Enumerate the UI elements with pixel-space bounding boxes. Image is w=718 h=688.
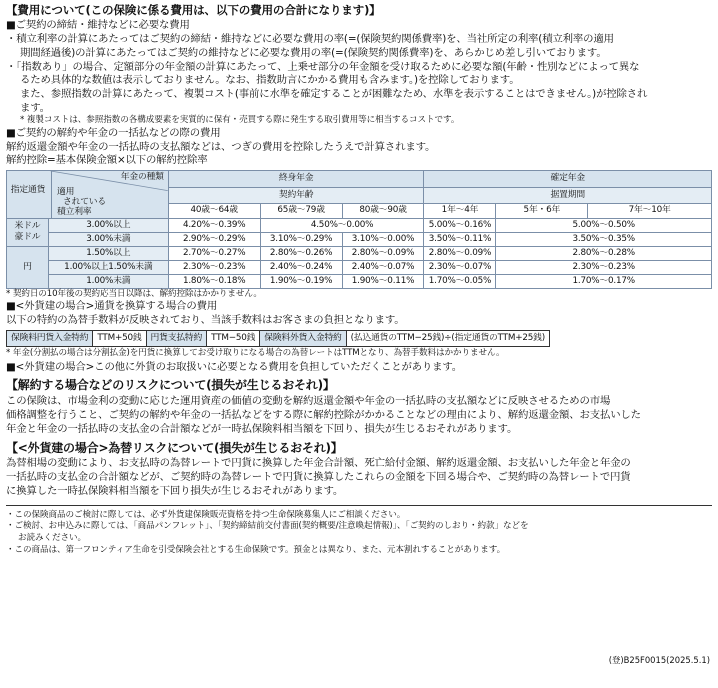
annuity-type-label: 年金の種類	[120, 171, 164, 182]
maintenance-fee-text-1b: 期間経過後)の計算にあたってはご契約の維持などに必要な費用の率(=(保険契約関係費率)を、あらかじめ差し引いております。	[20, 46, 607, 59]
maintenance-fee-text-1a: ・積立利率の計算にあたってはご契約の締結・維持などに必要な費用の率(=(保険契約関係費率)を、当社所定の利率(積立利率の適用	[6, 33, 614, 46]
currency-yen: 円	[7, 246, 49, 288]
table-corner-cell	[7, 170, 169, 218]
age-range-1: 40歳～64歳	[168, 203, 260, 218]
table-cell: 2.90%～0.29%	[168, 232, 260, 246]
table-cell: 2.30%～0.23%	[168, 260, 260, 274]
table-cell: 1.90%～0.11%	[342, 274, 424, 288]
fx-note: * 年金(分割払の場合は分割払金)を円貨に換算してお受け取りになる場合の為替レートはTTMとなり、為替手数料はかかりません。	[6, 348, 505, 359]
registration-code: (登)B25F0015(2025.5.1)	[608, 654, 710, 665]
table-cell: 3.50%～0.35%	[496, 232, 712, 246]
footer-note-2a: ・ご検討、お申込みに際しては、「商品パンフレット」、「契約締結前交付書面(契約概要/注意喚起情報)」、「ご契約のしおり・約款」などを	[6, 521, 529, 532]
table-cell: 3.10%～0.00%	[342, 232, 424, 246]
fx-risk-title: 【<外貨建の場合>為替リスクについて(損失が生じるおそれ)】	[6, 440, 343, 455]
footer-note-1: ・この保険商品のご検討に際しては、必ず外貨建保険販売資格を持つ生命保険募集人にご相談ください。	[6, 509, 406, 520]
surrender-fee-text: 解約返還金額や年金の一括払時の支払額などは、つぎの費用を控除したうえで計算されます。	[6, 140, 436, 153]
deferral-period-header: 据置期間	[424, 188, 712, 203]
divider	[6, 505, 712, 506]
rate-cell: 3.00%以上	[48, 218, 168, 232]
table-cell: 2.30%～0.07%	[424, 260, 496, 274]
fees-title: 【費用について(この保険に係る費用は、以下の費用の合計になります)】	[6, 3, 381, 17]
fx-risk-text-3: に換算した一時払保険料相当額を下回り損失が生じるおそれがあります。	[6, 484, 344, 497]
surrender-charge-table	[6, 170, 712, 289]
currency-usd-aud: 米ドル 豪ドル	[7, 218, 49, 246]
lifetime-annuity-header: 終身年金	[168, 170, 424, 187]
table-cell: 5.00%～0.16%	[424, 218, 496, 232]
period-range-1: 1年～4年	[424, 203, 496, 218]
surrender-risk-text-3: 年金と年金の一括払時の支払金の合計額などが一時払保険料相当額を下回り、損失が生じるおそれがあります。	[6, 422, 518, 435]
table-cell: 1.70%～0.05%	[424, 274, 496, 288]
footer-note-3: ・この商品は、第一フロンティア生命を引受保険会社とする生命保険です。預金とは異なり、また、元本割れすることがあります。	[6, 545, 506, 556]
table-cell: 2.80%～0.09%	[424, 246, 496, 260]
table-cell: 2.80%～0.09%	[342, 246, 424, 260]
table-cell: 2.80%～0.28%	[496, 246, 712, 260]
table-cell: 3.50%～0.11%	[424, 232, 496, 246]
surrender-risk-title: 【解約する場合などのリスクについて(損失が生じるおそれ)】	[6, 378, 335, 393]
footer-note-2b: お読みください。	[18, 533, 86, 544]
table-cell: 5.00%～0.50%	[496, 218, 712, 232]
table-cell: 4.50%～0.00%	[260, 218, 424, 232]
table-cell: 1.70%～0.17%	[496, 274, 712, 288]
rate-label: 適用 されている 積立利率	[57, 186, 106, 217]
fx-risk-text-2: 一括払時の支払金の合計額などが、ご契約時の為替レートで円貨に換算したこれらの金額を下回る場合や、ご契約時の為替レートで円貨	[6, 471, 631, 484]
fx-rider-foreign-premium: 保険料外貨入金特約	[260, 330, 346, 347]
period-range-2: 5年・6年	[496, 203, 588, 218]
table-cell: 4.20%～0.39%	[168, 218, 260, 232]
rate-cell: 1.00%以上1.50%未満	[48, 260, 168, 274]
fixed-annuity-header: 確定年金	[424, 170, 712, 187]
table-cell: 3.10%～0.29%	[260, 232, 342, 246]
table-cell: 2.70%～0.27%	[168, 246, 260, 260]
table-cell: 2.40%～0.24%	[260, 260, 342, 274]
table-cell: 2.40%～0.07%	[342, 260, 424, 274]
fx-fee-heading: ■<外貨建の場合>通貨を換算する場合の費用	[6, 300, 218, 313]
table-cell: 2.30%～0.23%	[496, 260, 712, 274]
maintenance-fee-text-2d: ます。	[20, 101, 50, 114]
fx-rate-1: TTM+50銭	[93, 330, 146, 347]
fx-risk-text-1: 為替相場の変動により、お支払時の為替レートで円貨に換算した年金合計額、死亡給付金額、解約返還金額、お支払いした年金と年金の	[6, 457, 631, 470]
maintenance-fee-text-2a: ・「指数あり」の場合、定額部分の年金額の計算にあたって、上乗せ部分の年金額を受け取るために必要な額(年齢・性別などによって異な	[6, 60, 640, 73]
surrender-formula: 解約控除=基本保険金額×以下の解約控除率	[6, 154, 208, 167]
table-cell: 1.90%～0.19%	[260, 274, 342, 288]
surrender-risk-text-2: 価格調整を行うこと、ご契約の解約や年金の一括払などをする際に解約控除がかかることなどの理由により、解約返還金額、お支払いした	[6, 409, 641, 422]
age-range-3: 80歳～90歳	[342, 203, 424, 218]
rate-cell: 3.00%未満	[48, 232, 168, 246]
fx-fee-text: 以下の特約の為替手数料が反映されており、当該手数料はお客さまの負担となります。	[6, 314, 405, 327]
maintenance-fee-text-2b: るため具体的な数値は表示しておりません。なお、指数助言にかかる費用も含みます。)を控除しております。	[20, 74, 520, 87]
maintenance-fee-text-2c: また、参照指数の計算にあたって、複製コスト(事前に水準を確定することが困難なため、水準を表示することはできません。)が控除され	[20, 87, 648, 100]
age-range-2: 65歳～79歳	[260, 203, 342, 218]
surrender-fee-heading: ■ご契約の解約や年金の一括払などの際の費用	[6, 126, 221, 139]
rate-cell: 1.50%以上	[48, 246, 168, 260]
surrender-risk-text-1: この保険は、市場金利の変動に応じた運用資産の価値の変動を解約返還金額や年金の一括払時の支払額などに反映させるための市場	[6, 395, 611, 408]
surrender-table-note: * 契約日の10年後の契約応当日以降は、解約控除はかかりません。	[6, 288, 262, 299]
fx-fee-table	[6, 330, 550, 348]
period-range-3: 7年～10年	[588, 203, 712, 218]
rate-cell: 1.00%未満	[48, 274, 168, 288]
maintenance-fee-heading: ■ご契約の締結・維持などに必要な費用	[6, 19, 190, 32]
currency-label: 指定通貨	[10, 184, 46, 195]
table-cell: 1.80%～0.18%	[168, 274, 260, 288]
contract-age-header: 契約年齢	[168, 188, 424, 203]
fx-rate-3: (払込通貨のTTM−25銭)÷(指定通貨のTTM+25銭)	[346, 330, 549, 347]
replication-cost-note: * 複製コストは、参照指数の各構成要素を実質的に保有・売買する際に発生する取引費用等に相当するコストです。	[20, 115, 460, 126]
fx-other-fees: ■<外貨建の場合>この他に外貨のお取扱いに必要となる費用を負担していただくことがあります。	[6, 360, 463, 373]
table-cell: 2.80%～0.26%	[260, 246, 342, 260]
fx-rider-yen-premium: 保険料円貨入金特約	[7, 330, 93, 347]
fx-rate-2: TTM−50銭	[207, 330, 260, 347]
fx-rider-yen-payment: 円貨支払特約	[146, 330, 207, 347]
